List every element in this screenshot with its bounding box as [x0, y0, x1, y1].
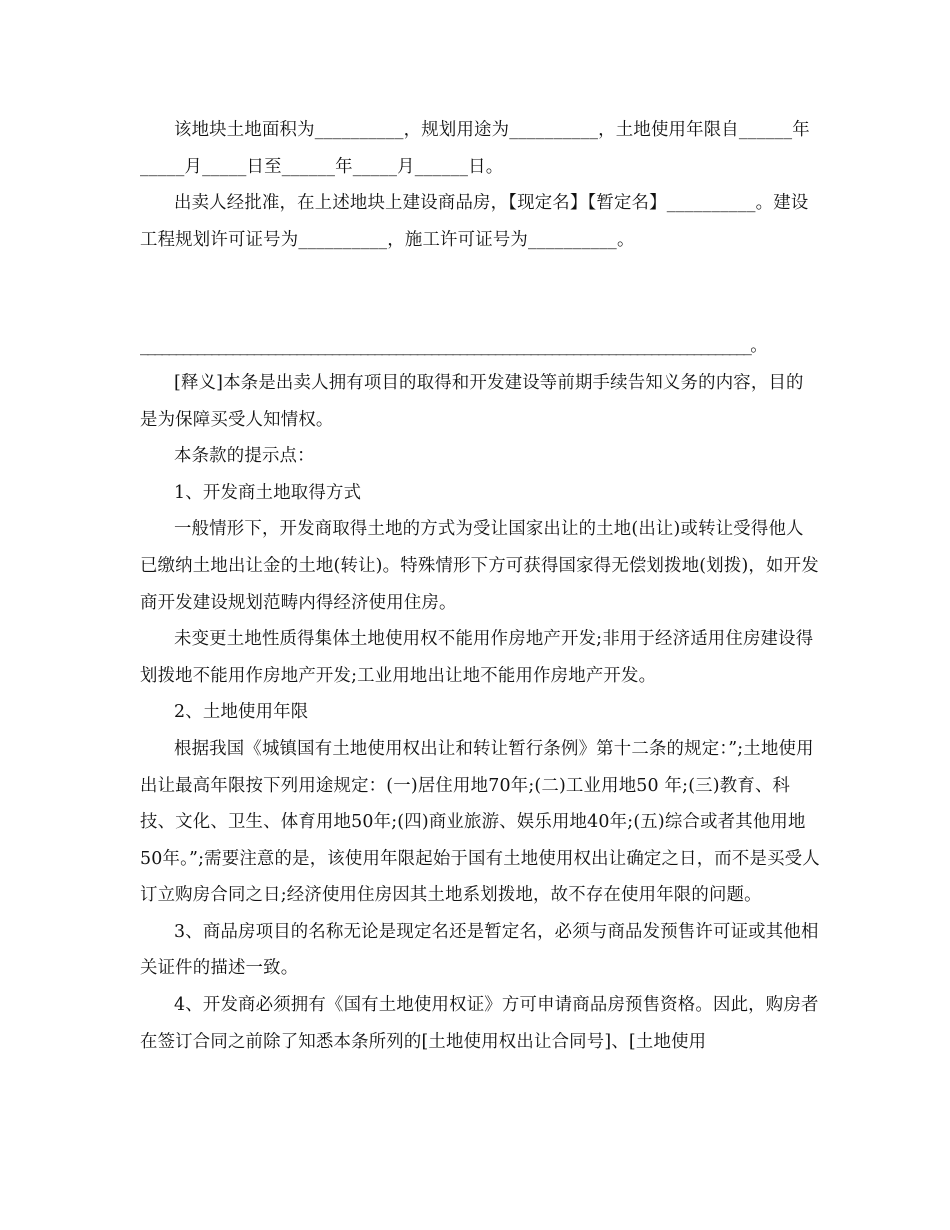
paragraph-hint-2-title: 2、土地使用年限: [174, 702, 309, 723]
paragraph-hint-1-body-b: 未变更土地性质得集体土地使用权不能用作房地产开发;非用于经济适用住房建设得划拨地不能用作房地产开发;工业用地出让地不能用作房地产开发。: [140, 629, 814, 686]
paragraph-hint-1-body-a: 一般情形下，开发商取得土地的方式为受让国家出让的土地(出让)或转让受得他人已缴纳土地出让金的土地(转让)。特殊情形下方可获得国家得无偿划拨地(划拨)，如开发商开发建设规划范畴内得经济使用住房。: [140, 519, 819, 613]
paragraph-blank-line: ______________________________________________________________________________________。: [140, 336, 766, 357]
paragraph-hint-2-body: 根据我国《城镇国有土地使用权出让和转让暂行条例》第十二条的规定：”;土地使用出让最高年限按下列用途规定：(一)居住用地70年;(二)工业用地50 年;(三)教育、科技、文化、卫生、体育用地50年;(四)商业旅游、娱乐用地40年;(五)综合或者其他用地50年。”;需要注意的是，该使用年限起始于国有土地使用权出让确定之日，而不是买受人订立购房合同之日;经济使用住房因其土地系划拨地，故不存在使用年限的问题。: [140, 738, 820, 906]
paragraph-hint-3: 3、商品房项目的名称无论是现定名还是暂定名，必须与商品发预售许可证或其他相关证件的描述一致。: [140, 921, 819, 979]
paragraph-approval: 出卖人经批准，在上述地块上建设商品房，【现定名】【暂定名】__________。建设工程规划许可证号为__________，施工许可证号为__________。: [140, 193, 809, 250]
paragraph-land-area: 该地块土地面积为__________，规划用途为__________，土地使用年限自______年_____月_____日至______年_____月______日。: [140, 120, 810, 177]
spacer: [140, 258, 820, 328]
paragraph-hint-1-title: 1、开发商土地取得方式: [174, 482, 362, 503]
paragraph-hints-heading: 本条款的提示点：: [174, 446, 315, 467]
paragraph-interpretation: [释义]本条是出卖人拥有项目的取得和开发建设等前期手续告知义务的内容，目的是为保障买受人知情权。: [140, 372, 804, 430]
paragraph-hint-4: 4、开发商必须拥有《国有土地使用权证》方可申请商品房预售资格。因此，购房者在签订合同之前除了知悉本条所列的[土地使用权出让合同号]、[土地使用: [140, 995, 819, 1052]
document-body: [140, 112, 820, 1060]
